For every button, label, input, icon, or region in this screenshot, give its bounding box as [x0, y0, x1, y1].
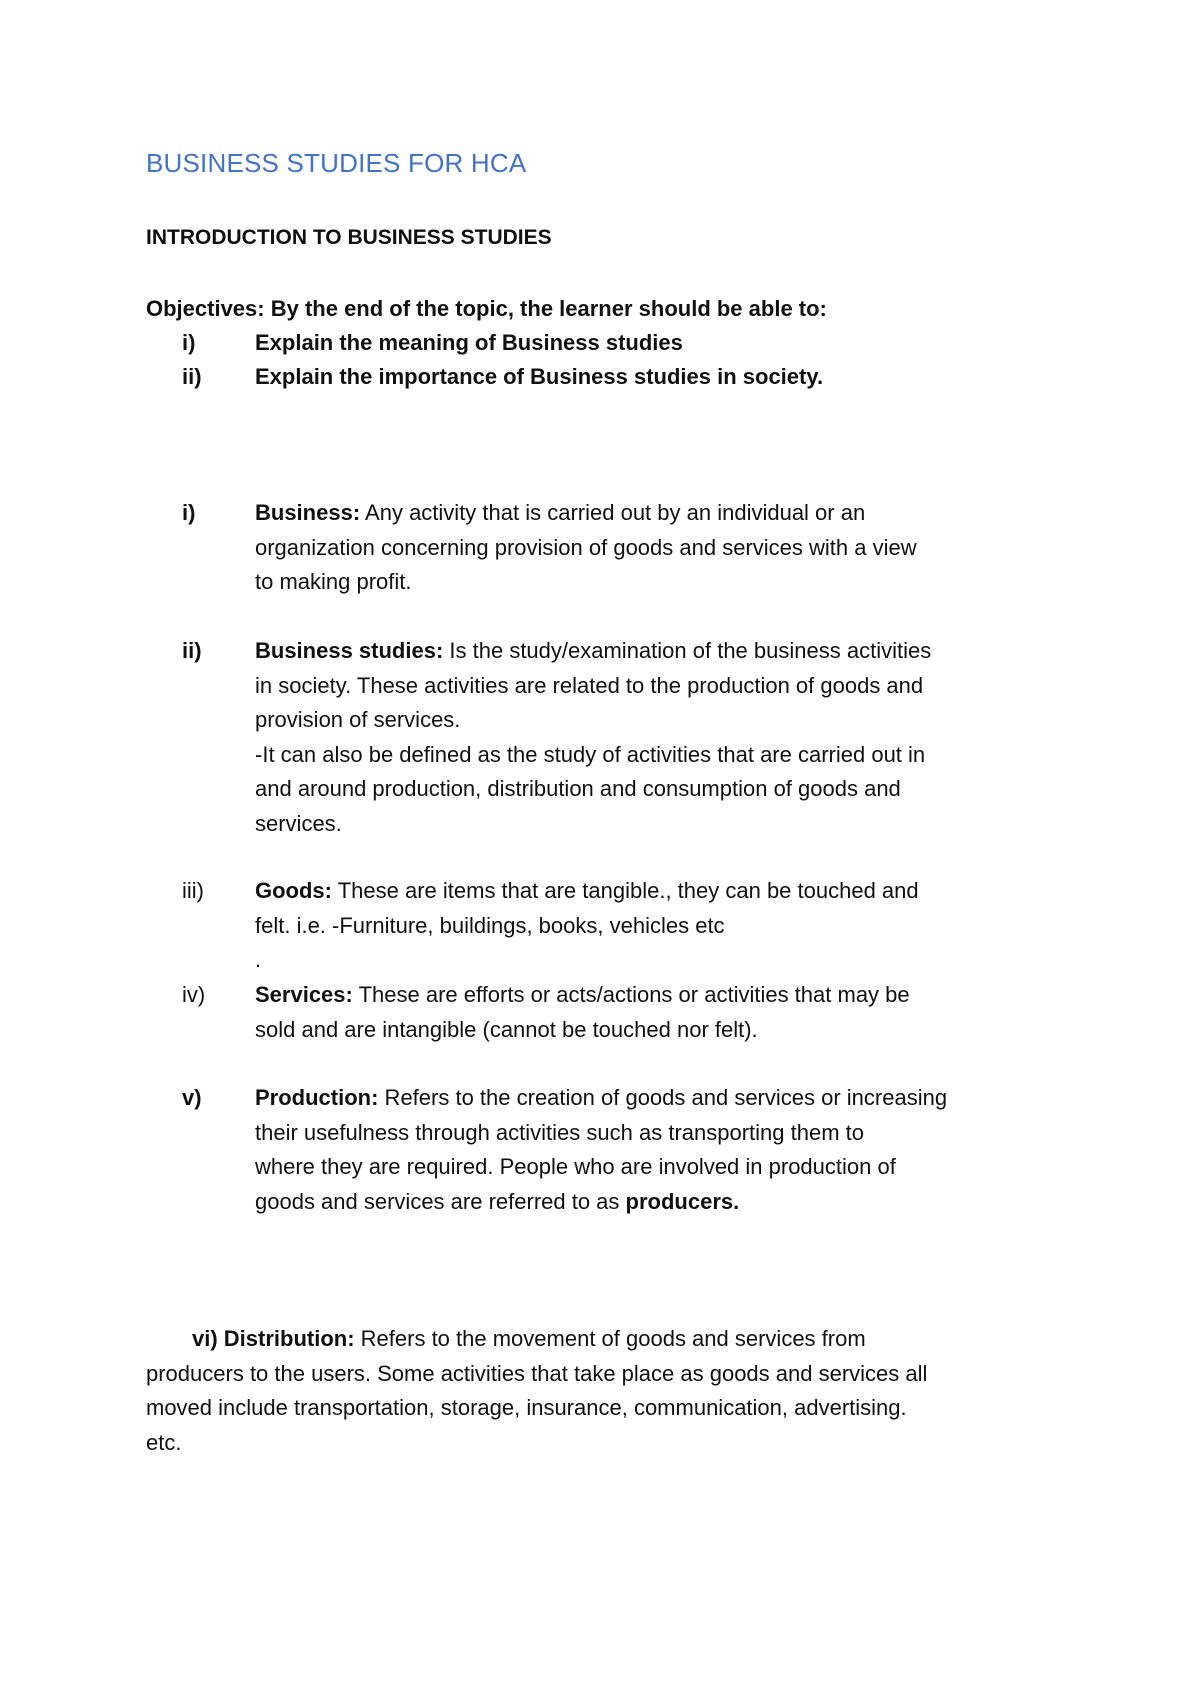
definition-term: vi) Distribution: — [192, 1326, 355, 1351]
definition-text: etc. — [146, 1429, 182, 1455]
section-heading: INTRODUCTION TO BUSINESS STUDIES — [146, 226, 552, 249]
definition-emphasis: producers. — [625, 1188, 740, 1214]
objective-item: Explain the meaning of Business studies — [255, 330, 683, 355]
definition-term: Business: — [255, 500, 361, 525]
definition-term: Production: — [255, 1085, 379, 1110]
definition-text: services. — [255, 810, 342, 836]
definition-term: Services: — [255, 982, 353, 1007]
definition-text: moved include transportation, storage, insurance, communication, advertising. — [146, 1395, 907, 1420]
definition-text: . — [255, 947, 262, 972]
definition-production — [255, 1081, 1075, 1219]
definition-text: provision of services. — [255, 707, 461, 732]
objective-item: Explain the importance of Business studies in society. — [255, 364, 824, 389]
definition-text: Is the study/examination of the business activities — [443, 638, 932, 663]
definition-text: and around production, distribution and consumption of goods and — [255, 776, 901, 801]
definition-text: Refers to the movement of goods and services from — [354, 1326, 866, 1351]
definition-text: -It can also be defined as the study of activities that are carried out in — [255, 741, 926, 767]
definition-goods — [255, 874, 1075, 978]
objectives-intro: Objectives: By the end of the topic, the learner should be able to: — [146, 296, 827, 321]
definition-business — [255, 496, 1075, 600]
definition-number: v) — [182, 1085, 202, 1110]
definition-services — [255, 978, 1075, 1047]
definition-text: organization concerning provision of goods and services with a view — [255, 534, 917, 560]
definition-number: iii) — [182, 878, 204, 903]
objective-number: i) — [182, 330, 196, 355]
definition-text: Any activity that is carried out by an individual or an — [360, 500, 866, 525]
definition-term: Business studies: — [255, 638, 444, 663]
definition-text: producers to the users. Some activities that take place as goods and services all — [146, 1360, 928, 1386]
definition-term: Goods: — [255, 878, 332, 903]
definition-text: goods and services are referred to as — [255, 1188, 626, 1214]
definition-text: Refers to the creation of goods and services or increasing — [378, 1085, 948, 1110]
definition-number: ii) — [182, 638, 202, 663]
definition-text: felt. i.e. -Furniture, buildings, books, vehicles etc — [255, 912, 725, 938]
objective-number: ii) — [182, 364, 202, 389]
definition-text: their usefulness through activities such as transporting them to — [255, 1119, 864, 1145]
definition-number: iv) — [182, 982, 206, 1007]
definition-distribution — [146, 1322, 1076, 1460]
document-title: BUSINESS STUDIES FOR HCA — [146, 148, 527, 178]
definition-text: to making profit. — [255, 569, 412, 594]
definition-text: where they are required. People who are involved in production of — [255, 1154, 896, 1179]
definition-business-studies — [255, 634, 1075, 841]
definition-text: in society. These activities are related to the production of goods and — [255, 672, 924, 698]
definition-text: These are efforts or acts/actions or activities that may be — [352, 982, 910, 1007]
definition-text: These are items that are tangible., they can be touched and — [332, 878, 919, 903]
definition-number: i) — [182, 500, 196, 525]
definition-text: sold and are intangible (cannot be touched nor felt). — [255, 1016, 758, 1042]
